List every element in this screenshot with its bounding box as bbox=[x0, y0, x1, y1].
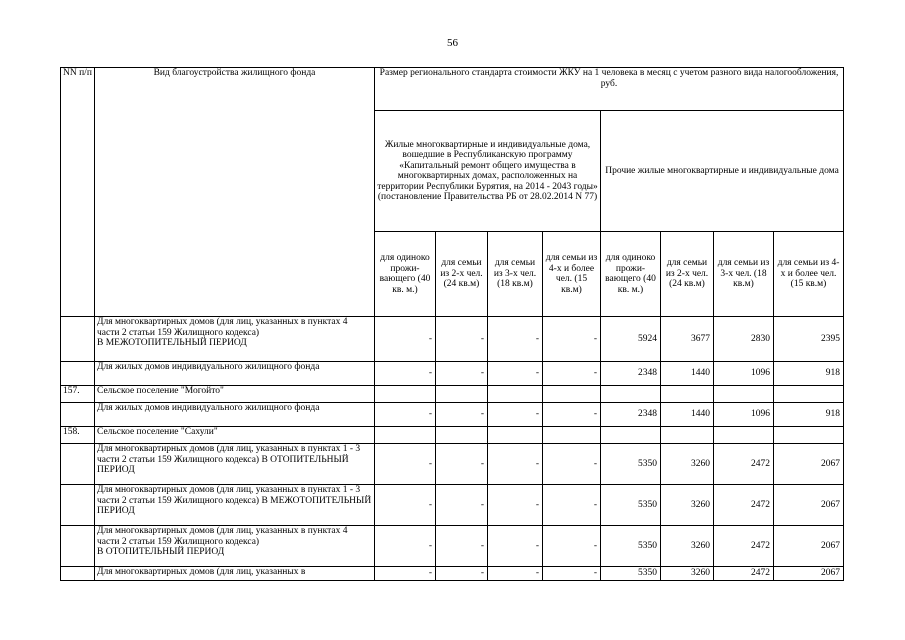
row-value: - bbox=[436, 567, 488, 581]
row-value bbox=[436, 427, 488, 444]
header-col: для семьи из 4-х и более чел. (15 кв.м) bbox=[774, 232, 844, 317]
row-value bbox=[714, 427, 774, 444]
table-row bbox=[61, 485, 844, 526]
row-value: - bbox=[375, 485, 436, 526]
row-period-label: В МЕЖОТОПИТЕЛЬНЫЙ ПЕРИОД bbox=[97, 338, 247, 348]
row-description bbox=[95, 427, 375, 444]
row-value bbox=[375, 427, 436, 444]
row-value: - bbox=[436, 362, 488, 386]
row-value: 3677 bbox=[661, 317, 714, 362]
row-value: 3260 bbox=[661, 567, 714, 581]
row-value bbox=[488, 427, 543, 444]
row-value: - bbox=[375, 317, 436, 362]
row-description bbox=[95, 526, 375, 567]
row-value: 1440 bbox=[661, 362, 714, 386]
row-value: 5350 bbox=[601, 567, 661, 581]
row-number bbox=[61, 444, 95, 485]
header-col: для семьи из 4-х и более чел. (15 кв.м) bbox=[543, 232, 601, 317]
row-value: - bbox=[375, 444, 436, 485]
row-value: 2472 bbox=[714, 444, 774, 485]
row-number bbox=[61, 362, 95, 386]
row-number: 158. bbox=[61, 427, 95, 444]
header-type: Вид благоустройства жилищного фонда bbox=[95, 68, 375, 317]
row-value: - bbox=[488, 567, 543, 581]
tariff-table bbox=[60, 67, 844, 581]
row-value: 1096 bbox=[714, 362, 774, 386]
table-row bbox=[61, 386, 844, 403]
row-value: 918 bbox=[774, 362, 844, 386]
row-number bbox=[61, 317, 95, 362]
row-value: - bbox=[488, 403, 543, 427]
row-value: 918 bbox=[774, 403, 844, 427]
row-value: 2472 bbox=[714, 567, 774, 581]
row-value: 2830 bbox=[714, 317, 774, 362]
row-value: - bbox=[375, 567, 436, 581]
row-value: 2348 bbox=[601, 403, 661, 427]
row-value: - bbox=[543, 362, 601, 386]
row-value bbox=[488, 386, 543, 403]
row-value: - bbox=[488, 317, 543, 362]
row-value: - bbox=[543, 444, 601, 485]
row-value bbox=[543, 386, 601, 403]
row-description-text: Для многоквартирных домов (для лиц, указанных в пунктах 4 части 2 статьи 159 Жилищного кодекса) bbox=[97, 317, 348, 338]
header-col: для одиноко прожи-вающего (40 кв. м.) bbox=[375, 232, 436, 317]
row-value: 2348 bbox=[601, 362, 661, 386]
row-value: 3260 bbox=[661, 485, 714, 526]
row-description-text: Для многоквартирных домов (для лиц, указанных в пунктах 1 - 3 части 2 статьи 159 Жилищного кодекса) В МЕЖОТОПИТЕЛЬНЫЙ ПЕРИОД bbox=[97, 485, 372, 516]
row-value bbox=[436, 386, 488, 403]
header-col: для семьи из 3-х чел. (18 кв.м) bbox=[714, 232, 774, 317]
row-number bbox=[61, 485, 95, 526]
row-description-text: Для многоквартирных домов (для лиц, указанных в пунктах 1 - 3 части 2 статьи 159 Жилищного кодекса) В ОТОПИТЕЛЬНЫЙ ПЕРИОД bbox=[97, 444, 361, 475]
row-description-text: Для многоквартирных домов (для лиц, указанных в пунктах 4 части 2 статьи 159 Жилищного кодекса) bbox=[97, 526, 348, 547]
row-value: 2067 bbox=[774, 526, 844, 567]
row-value: - bbox=[488, 526, 543, 567]
row-value bbox=[661, 427, 714, 444]
row-value: 2067 bbox=[774, 567, 844, 581]
row-description bbox=[95, 362, 375, 386]
table-row bbox=[61, 317, 844, 362]
row-value: 3260 bbox=[661, 444, 714, 485]
table-row bbox=[61, 526, 844, 567]
row-description bbox=[95, 403, 375, 427]
row-number bbox=[61, 526, 95, 567]
row-value: 5350 bbox=[601, 444, 661, 485]
header-group-program: Жилые многоквартирные и индивидуальные дома, вошедшие в Республиканскую программу «Капитальный ремонт общего имущества в многоквартирных домах, расположенных на территории Республики Бурятия, на 2014 - 2043 годы» (постановление Правительства РБ от 28.02.2014 N 77) bbox=[375, 111, 601, 232]
row-description-text: Для жилых домов индивидуального жилищного фонда bbox=[97, 403, 320, 413]
row-description-text: Для жилых домов индивидуального жилищного фонда bbox=[97, 362, 320, 372]
header-col: для семьи из 2-х чел. (24 кв.м) bbox=[436, 232, 488, 317]
row-value: - bbox=[543, 526, 601, 567]
row-value: - bbox=[375, 526, 436, 567]
table-row bbox=[61, 427, 844, 444]
row-value: 3260 bbox=[661, 526, 714, 567]
row-value: 5924 bbox=[601, 317, 661, 362]
row-description bbox=[95, 567, 375, 581]
header-col: для одиноко прожи-вающего (40 кв. м.) bbox=[601, 232, 661, 317]
row-number bbox=[61, 567, 95, 581]
row-value bbox=[601, 386, 661, 403]
row-number: 157. bbox=[61, 386, 95, 403]
row-value: 2472 bbox=[714, 485, 774, 526]
header-group-other: Прочие жилые многоквартирные и индивидуальные дома bbox=[601, 111, 844, 232]
row-description bbox=[95, 317, 375, 362]
table-row bbox=[61, 362, 844, 386]
row-value: 1096 bbox=[714, 403, 774, 427]
row-value: - bbox=[436, 317, 488, 362]
row-value: - bbox=[543, 567, 601, 581]
row-description-text: Сельское поселение "Могойто" bbox=[97, 386, 224, 396]
row-value: - bbox=[488, 485, 543, 526]
row-value bbox=[543, 427, 601, 444]
row-value bbox=[601, 427, 661, 444]
header-size: Размер регионального стандарта стоимости ЖКУ на 1 человека в месяц с учетом разного вида налогообложения, руб. bbox=[375, 68, 844, 111]
row-value: 5350 bbox=[601, 526, 661, 567]
row-description bbox=[95, 444, 375, 485]
row-value: 2067 bbox=[774, 444, 844, 485]
table-row bbox=[61, 567, 844, 581]
row-value: - bbox=[375, 362, 436, 386]
table-row bbox=[61, 403, 844, 427]
row-description bbox=[95, 485, 375, 526]
row-value bbox=[714, 386, 774, 403]
row-value: 5350 bbox=[601, 485, 661, 526]
header-col: для семьи из 2-х чел. (24 кв.м) bbox=[661, 232, 714, 317]
row-value: - bbox=[436, 485, 488, 526]
row-value: 2395 bbox=[774, 317, 844, 362]
row-description bbox=[95, 386, 375, 403]
row-value: 2067 bbox=[774, 485, 844, 526]
row-value: - bbox=[436, 444, 488, 485]
row-value: - bbox=[488, 444, 543, 485]
row-description-text: Для многоквартирных домов (для лиц, указанных в bbox=[97, 567, 306, 577]
row-value: - bbox=[543, 485, 601, 526]
row-value: - bbox=[488, 362, 543, 386]
row-value: 2472 bbox=[714, 526, 774, 567]
row-value: - bbox=[375, 403, 436, 427]
row-value: - bbox=[543, 317, 601, 362]
row-value bbox=[375, 386, 436, 403]
row-value: 1440 bbox=[661, 403, 714, 427]
table-row bbox=[61, 444, 844, 485]
row-value bbox=[774, 386, 844, 403]
row-value: - bbox=[543, 403, 601, 427]
row-period-label: В ОТОПИТЕЛЬНЫЙ ПЕРИОД bbox=[97, 547, 225, 557]
header-nn: NN п/п bbox=[61, 68, 95, 317]
row-number bbox=[61, 403, 95, 427]
header-col: для семьи из 3-х чел. (18 кв.м) bbox=[488, 232, 543, 317]
page-number: 56 bbox=[447, 37, 458, 49]
row-value: - bbox=[436, 403, 488, 427]
row-value: - bbox=[436, 526, 488, 567]
row-value bbox=[774, 427, 844, 444]
row-description-text: Сельское поселение "Сахули" bbox=[97, 427, 218, 437]
row-value bbox=[661, 386, 714, 403]
